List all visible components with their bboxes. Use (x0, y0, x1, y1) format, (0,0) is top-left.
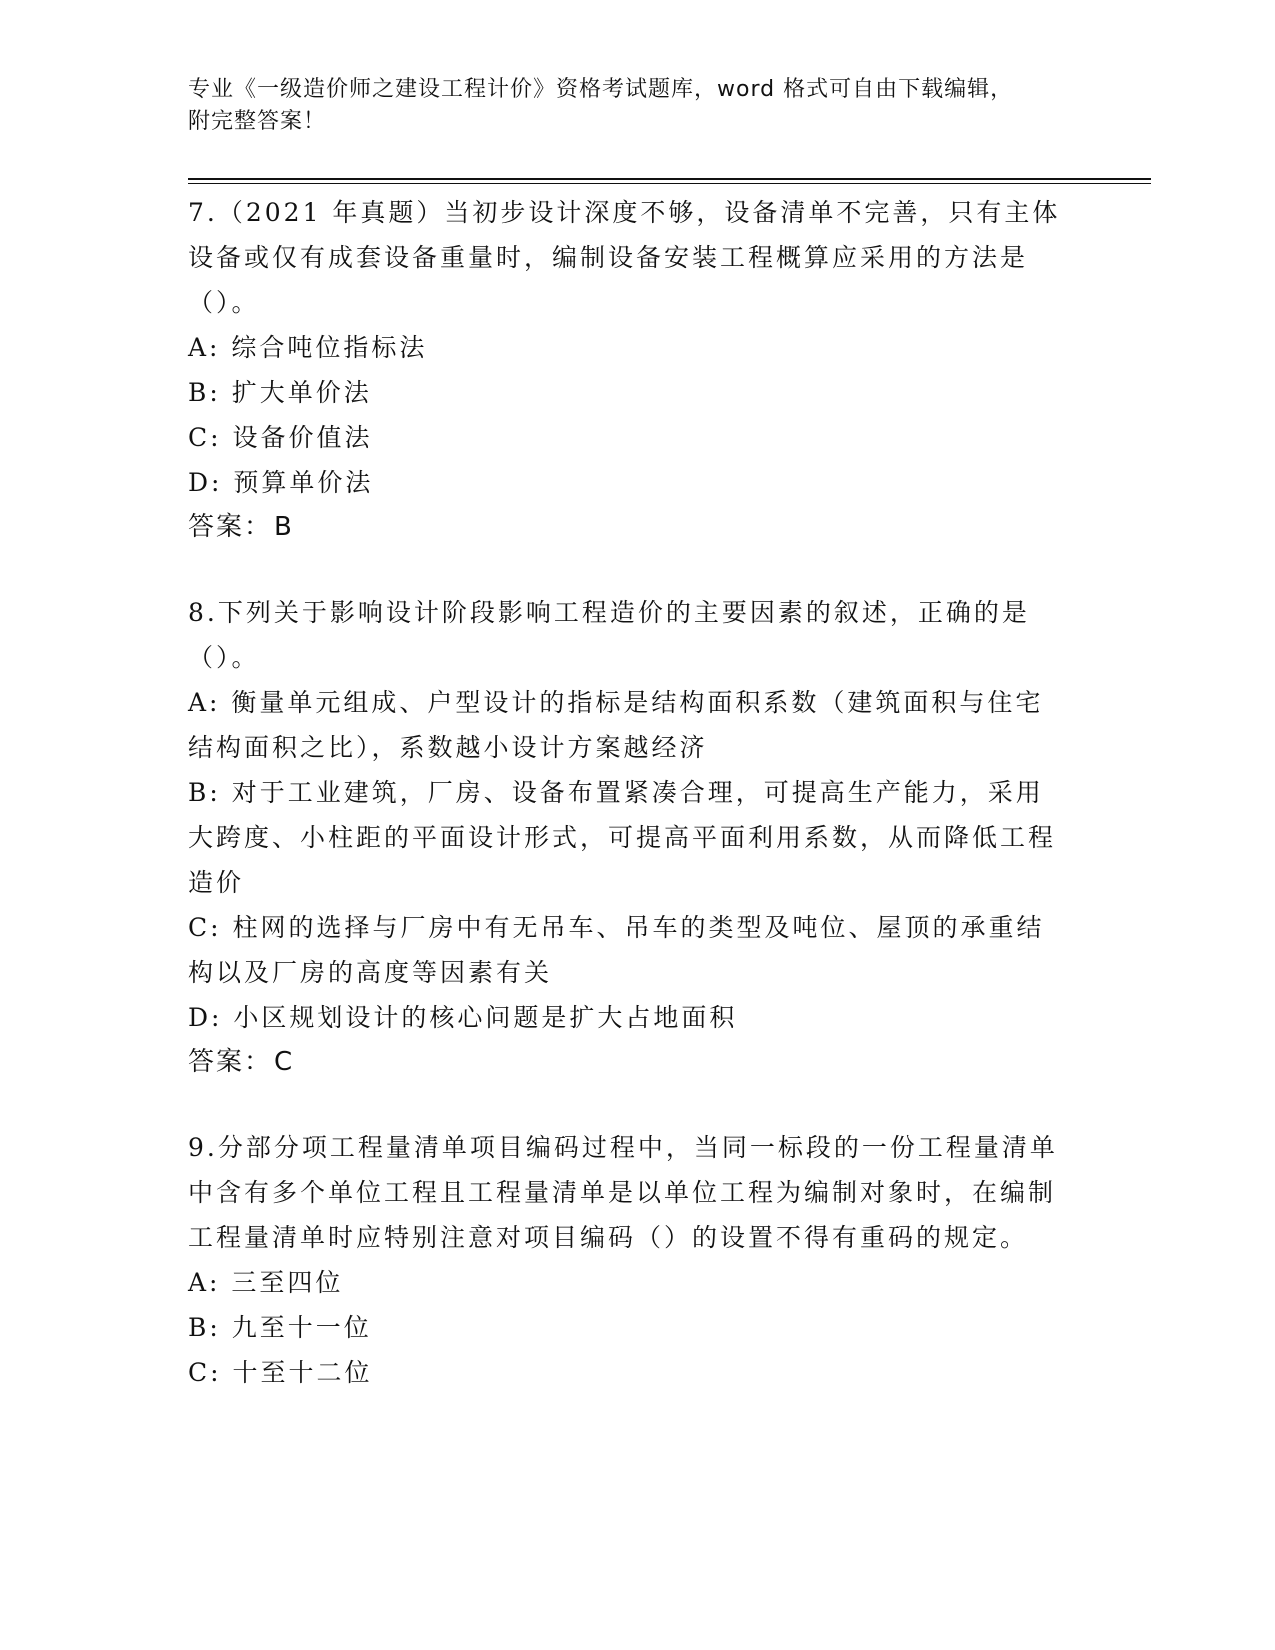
option-b: B: 扩大单价法 (188, 378, 372, 407)
question-stem: 7.（2021 年真题）当初步设计深度不够，设备清单不完善，只有主体设备或仅有成套设备重量时，编制设备安装工程概算应采用的方法是（）。 (188, 198, 1061, 317)
answer-value: C (274, 1047, 295, 1077)
document-header (188, 74, 1088, 138)
option-a: A: 衡量单元组成、户型设计的指标是结构面积系数（建筑面积与住宅结构面积之比），系数越小设计方案越经济 (188, 688, 1044, 762)
option-b: B: 对于工业建筑，厂房、设备布置紧凑合理，可提高生产能力，采用大跨度、小柱距的平面设计形式，可提高平面利用系数，从而降低工程造价 (188, 778, 1057, 897)
question-7 (188, 190, 1068, 550)
question-9 (188, 1125, 1068, 1395)
answer-value: B (274, 512, 294, 542)
question-8 (188, 590, 1068, 1085)
option-a: A: 三至四位 (188, 1268, 344, 1297)
header-line-1: 专业《一级造价师之建设工程计价》资格考试题库，word 格式可自由下载编辑， (188, 77, 1014, 102)
option-d: D: 预算单价法 (188, 468, 374, 497)
answer-line (188, 505, 1068, 550)
answer-label: 答案： (188, 512, 273, 542)
answer-line (188, 1040, 1068, 1085)
header-divider-thin (188, 183, 1151, 184)
option-c: C: 设备价值法 (188, 423, 373, 452)
answer-label: 答案： (188, 1047, 273, 1077)
header-divider-thick (188, 178, 1151, 180)
header-line-2: 附完整答案！ (188, 109, 327, 134)
option-a: A: 综合吨位指标法 (188, 333, 428, 362)
option-c: C: 十至十二位 (188, 1358, 373, 1387)
question-list (188, 190, 1068, 1435)
option-d: D: 小区规划设计的核心问题是扩大占地面积 (188, 1003, 738, 1032)
option-c: C: 柱网的选择与厂房中有无吊车、吊车的类型及吨位、屋顶的承重结构以及厂房的高度等因素有关 (188, 913, 1045, 987)
question-stem: 9.分部分项工程量清单项目编码过程中，当同一标段的一份工程量清单中含有多个单位工程且工程量清单是以单位工程为编制对象时，在编制工程量清单时应特别注意对项目编码（）的设置不得有重码的规定。 (188, 1133, 1058, 1252)
option-b: B: 九至十一位 (188, 1313, 372, 1342)
question-stem: 8.下列关于影响设计阶段影响工程造价的主要因素的叙述，正确的是（）。 (188, 598, 1030, 672)
